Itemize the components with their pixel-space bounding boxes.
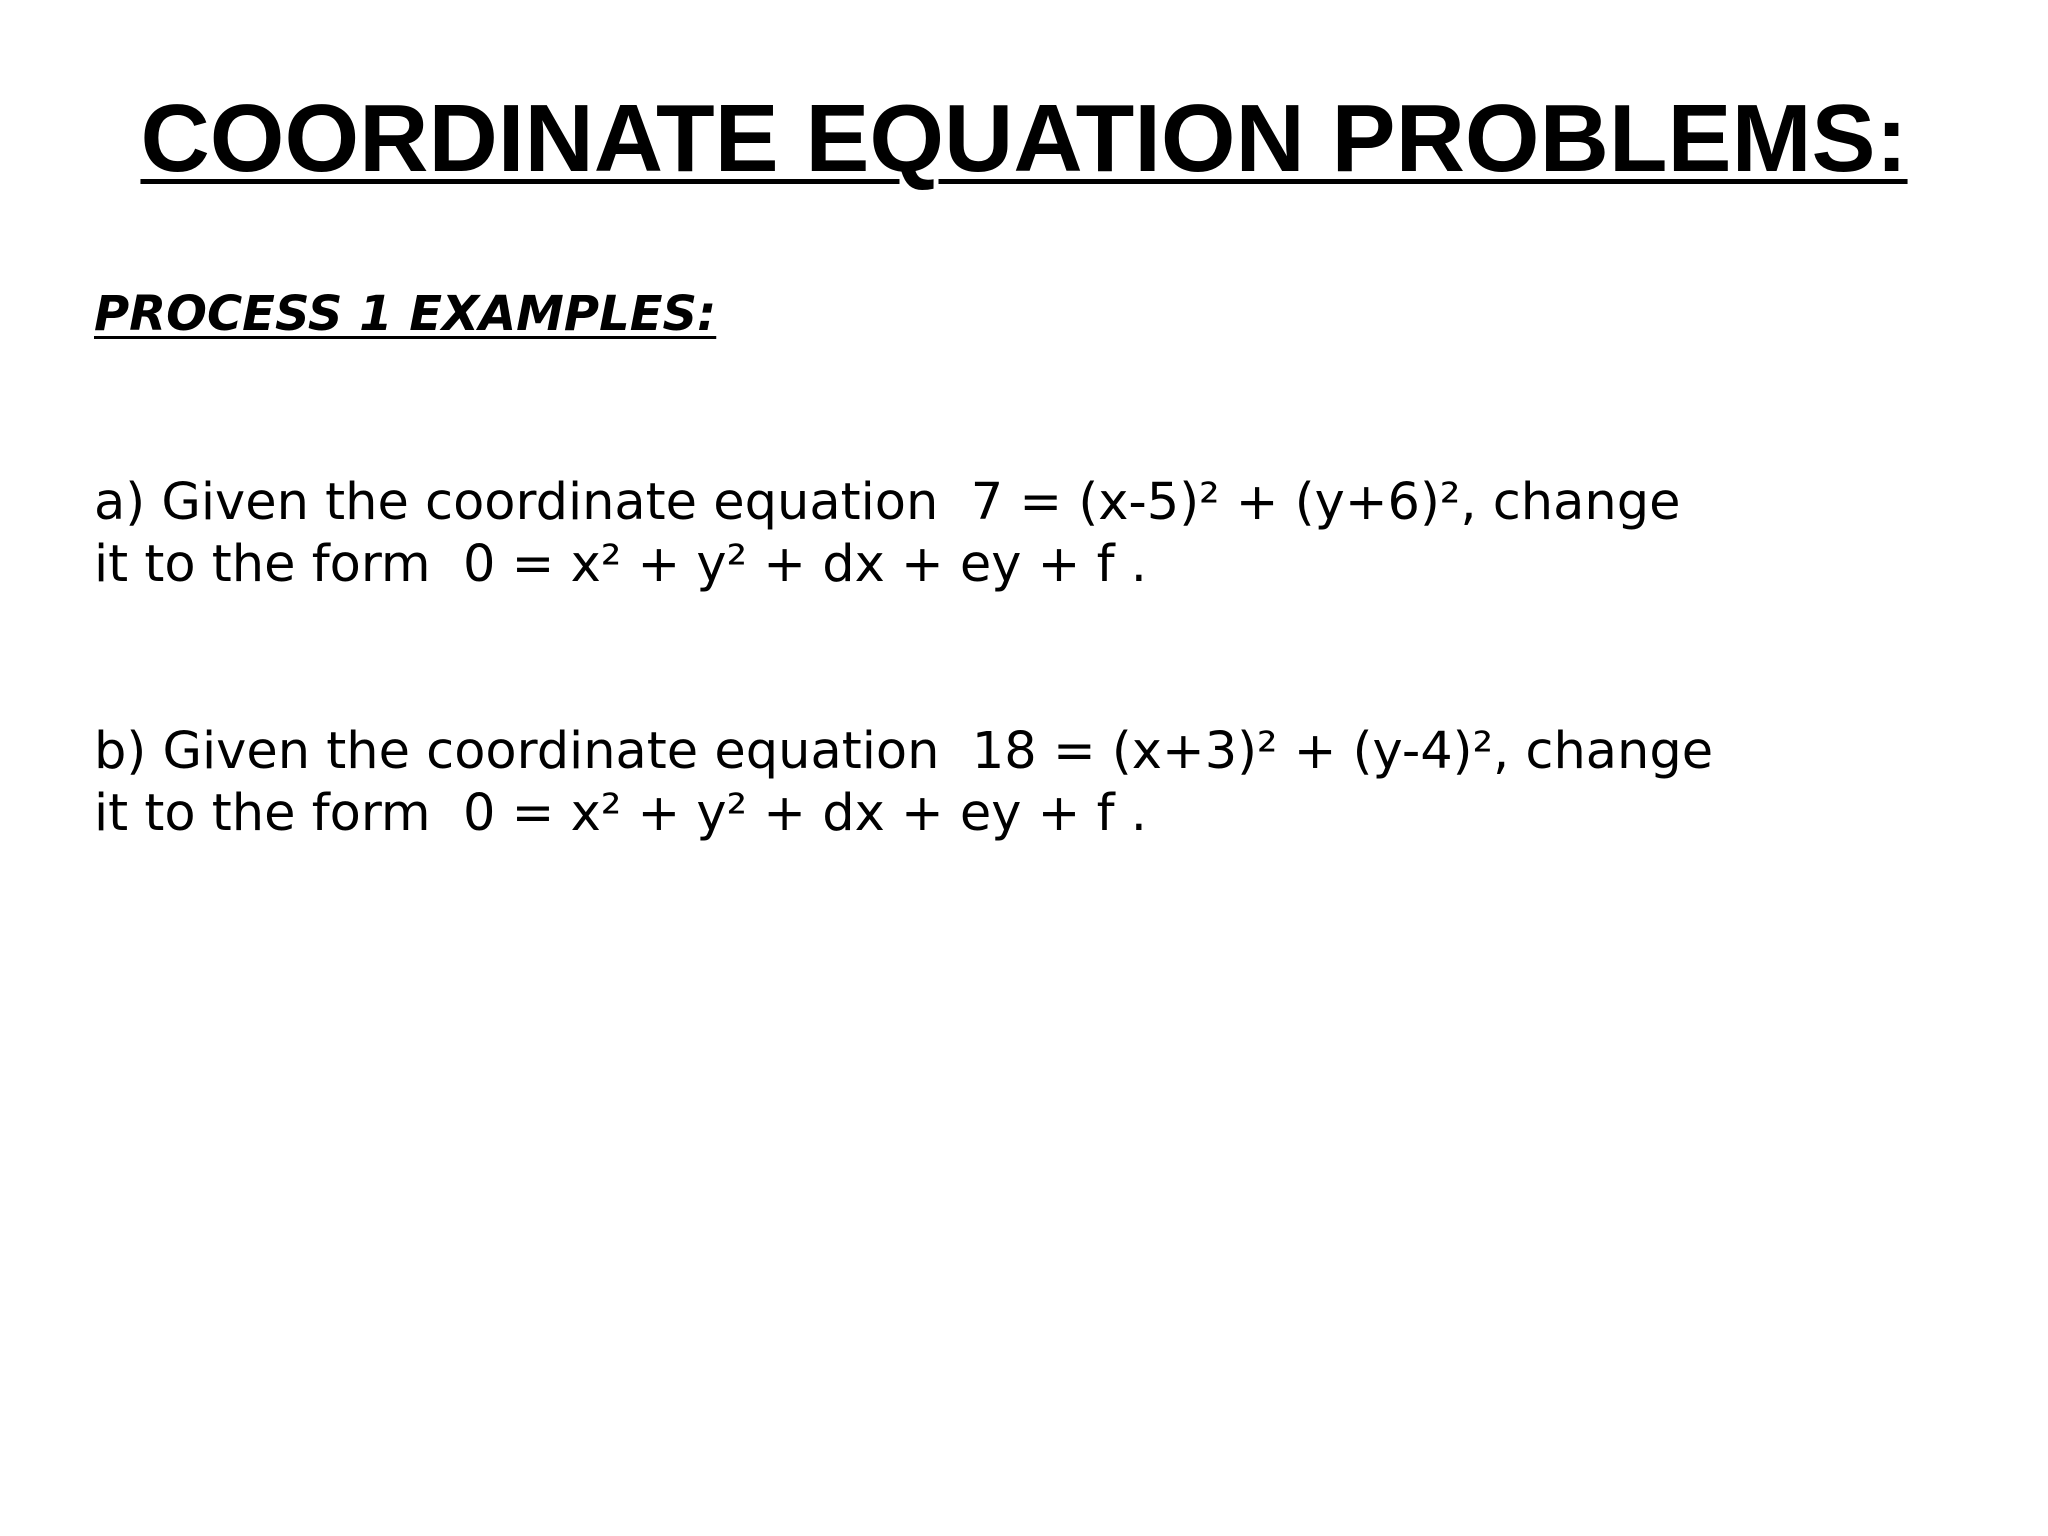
problem-b-line-2: it to the form 0 = x² + y² + dx + ey + f .	[94, 784, 1147, 843]
problem-b-line-1: b) Given the coordinate equation 18 = (x+3)² + (y-4)², change	[94, 722, 1714, 781]
section-heading: PROCESS 1 EXAMPLES:	[94, 286, 717, 342]
problem-b	[94, 721, 1713, 845]
problem-a	[94, 472, 1680, 596]
problem-a-line-2: it to the form 0 = x² + y² + dx + ey + f .	[94, 535, 1147, 594]
slide-title: COORDINATE EQUATION PROBLEMS:	[140, 85, 1908, 192]
problem-a-line-1: a) Given the coordinate equation 7 = (x-5)² + (y+6)², change	[94, 473, 1681, 532]
